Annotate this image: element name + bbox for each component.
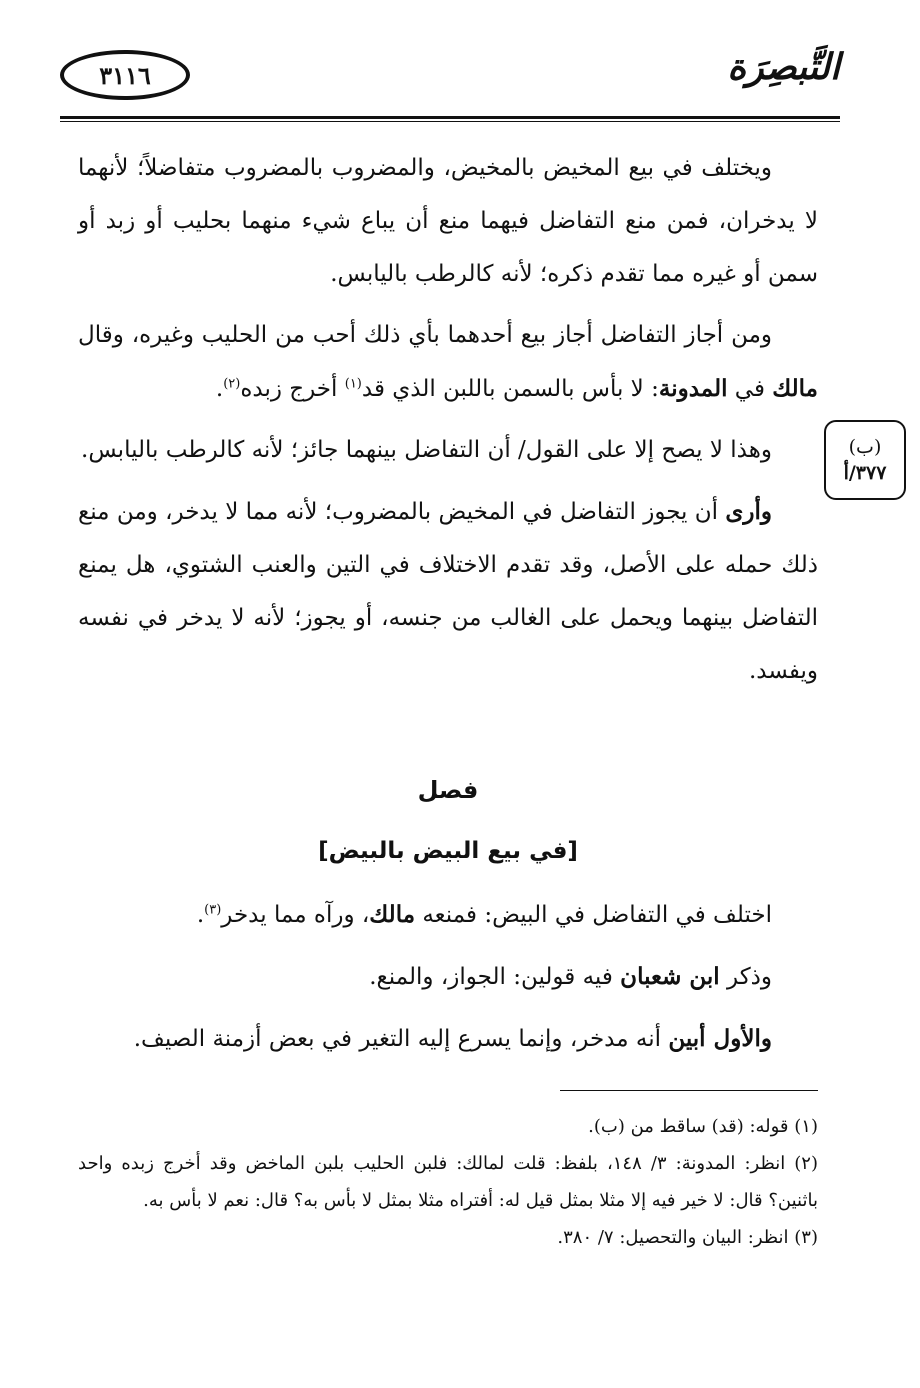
paragraph-3: وهذا لا يصح إلا على القول/ أن التفاضل بينهما جائز؛ لأنه كالرطب باليابس. — [81, 437, 772, 463]
page-number: ٣١١٦ — [60, 50, 190, 100]
p6-name: ابن شعبان — [620, 963, 720, 990]
footnote-ref-1[interactable]: (١) — [344, 376, 362, 392]
footnote-ref-3[interactable]: (٣) — [204, 902, 222, 918]
p2-part-b: : لا بأس بالسمن باللبن الذي قد — [361, 376, 659, 402]
book-title: التَّبصِرَة — [727, 46, 840, 88]
p2-mudawwana: المدونة — [658, 375, 728, 402]
p6-part-a: وذكر — [727, 964, 772, 990]
header-rule-thin — [60, 121, 840, 122]
p2-malik: مالك — [772, 375, 818, 402]
paragraph-4 — [78, 485, 818, 698]
footnote-2: (٢) انظر: المدونة: ٣/ ١٤٨، بلفظ: قلت لمالك: فلبن الحليب بلبن الماخض وقد أخرج زبده واحد باثنين؟ قال: لا خير فيه إلا مثلا بمثل قيل له: أفتراه مثلا بمثل لا بأس به؟ قال: نعم لا بأس به. — [78, 1153, 818, 1211]
p4-body: أن يجوز التفاضل في المخيض بالمضروب؛ لأنه مما لا يدخر، ومن منع ذلك حمله على الأصل، وقد تقدم الاختلاف في التين والعنب الشتوي، هل يمنع التفاضل بينهما ويحمل على الغالب من جنسه، أو يجوز؛ لأنه لا يدخر في نفسه ويفسد. — [78, 499, 818, 684]
paragraph-7 — [78, 1012, 818, 1066]
p2-fi: في — [734, 376, 765, 402]
p5-part-c: . — [196, 902, 205, 928]
page-header — [60, 46, 840, 110]
main-text-lower — [78, 888, 818, 1066]
p5-malik: مالك — [369, 901, 416, 928]
section-subheading: [في بيع البيض بالبيض] — [318, 838, 578, 864]
header-rule — [60, 116, 840, 119]
main-text-upper — [78, 142, 818, 698]
section-heading: فصل — [417, 776, 479, 804]
p5-part-b: ، ورآه مما يدخر — [221, 902, 370, 928]
footnote-3: (٣) انظر: البيان والتحصيل: ٧/ ٣٨٠. — [557, 1227, 818, 1248]
p6-part-b: فيه قولين: الجواز، والمنع. — [369, 964, 621, 990]
manuscript-margin-note — [824, 420, 906, 500]
paragraph-1: ويختلف في بيع المخيض بالمخيض، والمضروب بالمضروب متفاضلاً؛ لأنهما لا يدخران، فمن منع التفاضل فيهما منع أن يباع شيء منهما بحليب أو زبد أو سمن أو غيره مما تقدم ذكره؛ لأنه كالرطب باليابس. — [78, 155, 818, 287]
margin-note-line1: (ب) — [848, 436, 882, 458]
p5-part-a: اختلف في التفاضل في البيض: فمنعه — [422, 902, 772, 928]
p7-body: أنه مدخر، وإنما يسرع إليه التغير في بعض أزمنة الصيف. — [133, 1026, 669, 1052]
footnote-ref-2[interactable]: (٢) — [223, 376, 241, 392]
footnote-1: (١) قوله: (قد) ساقط من (ب). — [588, 1116, 818, 1137]
margin-note-line2: ٣٧٧/أ — [843, 462, 887, 484]
paragraph-2 — [78, 309, 818, 416]
paragraph-6 — [78, 950, 818, 1004]
p2-part-c: أخرج زبده — [240, 376, 345, 402]
p2-part-a: ومن أجاز التفاضل أجاز بيع أحدهما بأي ذلك أحب من الحليب وغيره، وقال — [78, 322, 772, 348]
p7-lead: والأول أبين — [668, 1025, 772, 1052]
footnotes — [78, 1108, 818, 1256]
p2-part-d: . — [215, 376, 224, 402]
footnote-separator — [560, 1090, 818, 1091]
paragraph-5 — [78, 888, 818, 942]
p4-lead: وأرى — [725, 498, 772, 525]
